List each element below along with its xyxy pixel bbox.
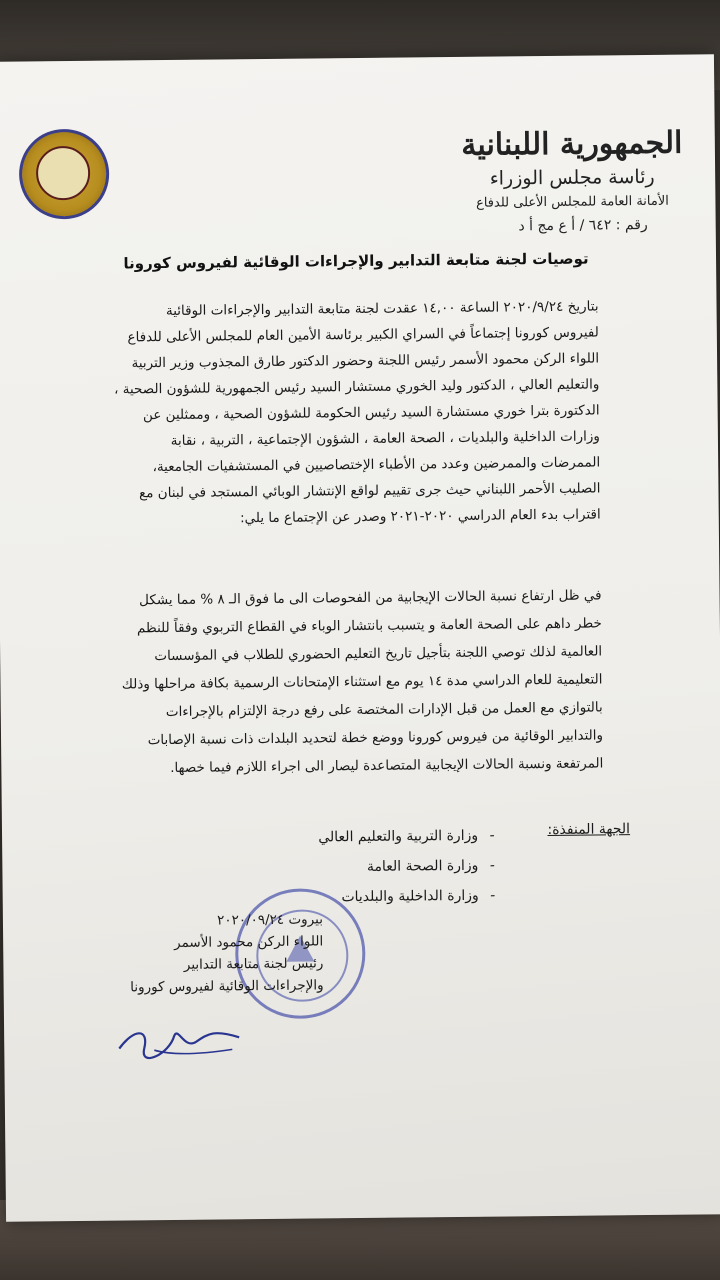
executing-party-list <box>318 820 507 912</box>
list-bullet: - <box>489 857 496 874</box>
paragraph-line: والتعليم العالي ، الدكتور وليد الخوري مستشار السيد رئيس الجمهورية للشؤون الصحية ، <box>113 376 600 398</box>
list-bullet: - <box>489 827 495 844</box>
paragraph-line: الممرضات والممرضين وعدد من الأطباء الإختصاصيين في المستشفيات الجامعية، <box>152 454 601 476</box>
paragraph-line: التعليمية للعام الدراسي مدة ١٤ يوم مع استثناء الإمتحانات الرسمية بكافة مراحلها وذلك <box>121 671 603 693</box>
letterhead-secretariat: الأمانة العامة للمجلس الأعلى للدفاع <box>475 193 669 211</box>
paragraph-line: الصليب الأحمر اللبناني حيث جرى تقييم لواقع الإنتشار الوبائي المستجد في لبنان مع <box>138 480 601 502</box>
signatory-role: رئيس لجنة متابعة التدابير <box>183 955 324 973</box>
executing-party-label: الجهة المنفذة: <box>547 821 631 839</box>
handwritten-signature-icon <box>114 1019 244 1060</box>
letterhead-republic: الجمهورية اللبنانية <box>461 125 683 163</box>
letterhead <box>457 125 688 215</box>
recommendation-paragraph <box>101 581 603 782</box>
list-bullet: - <box>490 887 496 904</box>
paragraph-line: خطر داهم على الصحة العامة و يتسبب بانتشار الوباء في القطاع التربوي وفقاً للنظم <box>136 615 602 637</box>
document-title: توصيات لجنة متابعة التدابير والإجراءات الوقائية لفيروس كورونا <box>123 249 589 273</box>
letterhead-presidency: رئاسة مجلس الوزراء <box>489 165 655 190</box>
signatory-name: اللواء الركن محمود الأسمر <box>174 933 324 951</box>
signature-date: بيروت ٢٠٢٠/٠٩/٢٤ <box>216 911 324 929</box>
paragraph-line: بتاريخ ٢٠٢٠/٩/٢٤ الساعة ١٤,٠٠ عقدت لجنة متابعة التدابير والإجراءات الوقائية <box>165 298 599 320</box>
ministry-name: وزارة التربية والتعليم العالي <box>318 827 479 846</box>
signature-block <box>123 908 324 998</box>
reference-number: رقم : ٦٤٢ / أ ع مج أ د <box>518 216 648 235</box>
signatory-role: والإجراءات الوقائية لفيروس كورونا <box>130 977 324 996</box>
paragraph-line: المرتفعة ونسبة الحالات الإيجابية المتصاعدة ليصار الى اجراء اللازم فيما خصها. <box>170 755 604 776</box>
list-item <box>318 850 506 882</box>
paragraph-line: وزارات الداخلية والبلديات ، الصحة العامة ، الشؤون الإجتماعية ، التربية ، نقابة <box>170 428 600 449</box>
meeting-paragraph <box>98 293 600 532</box>
paragraph-line: اللواء الركن محمود الأسمر رئيس اللجنة وحضور الدكتور طارق المجذوب وزير التربية <box>131 350 600 372</box>
emblem-center <box>36 146 91 201</box>
paragraph-line: الدكتورة بترا خوري مستشارة السيد رئيس الحكومة للشؤون الصحية ، وممثلين عن <box>142 402 600 424</box>
paragraph-line: والتدابير الوقائية من فيروس كورونا ووضع خطة لتحديد البلدات ذات نسبة الإصابات <box>147 727 604 749</box>
paragraph-line: العالمية لذلك توصي اللجنة بتأجيل تاريخ التعليم الحضوري للطلاب في المؤسسات <box>154 643 603 665</box>
ministry-name: وزارة الداخلية والبلديات <box>341 887 479 906</box>
defense-council-emblem-icon <box>19 129 110 220</box>
ministry-name: وزارة الصحة العامة <box>366 857 479 875</box>
paragraph-line: بالتوازي مع العمل من قبل الإدارات المختصة على رفع درجة الإلتزام بالإجراءات <box>165 699 603 721</box>
paragraph-line: اقتراب بدء العام الدراسي ٢٠٢٠-٢٠٢١ وصدر عن الإجتماع ما يلي: <box>239 506 601 527</box>
list-item <box>318 820 506 852</box>
document-page <box>0 54 720 1221</box>
paragraph-line: في ظل ارتفاع نسبة الحالات الإيجابية من الفحوصات الى ما فوق الـ ٨ % مما يشكل <box>139 587 602 609</box>
paragraph-line: لفيروس كورونا إجتماعاً في السراي الكبير برئاسة الأمين العام للمجلس الأعلى للدفاع <box>127 324 599 346</box>
